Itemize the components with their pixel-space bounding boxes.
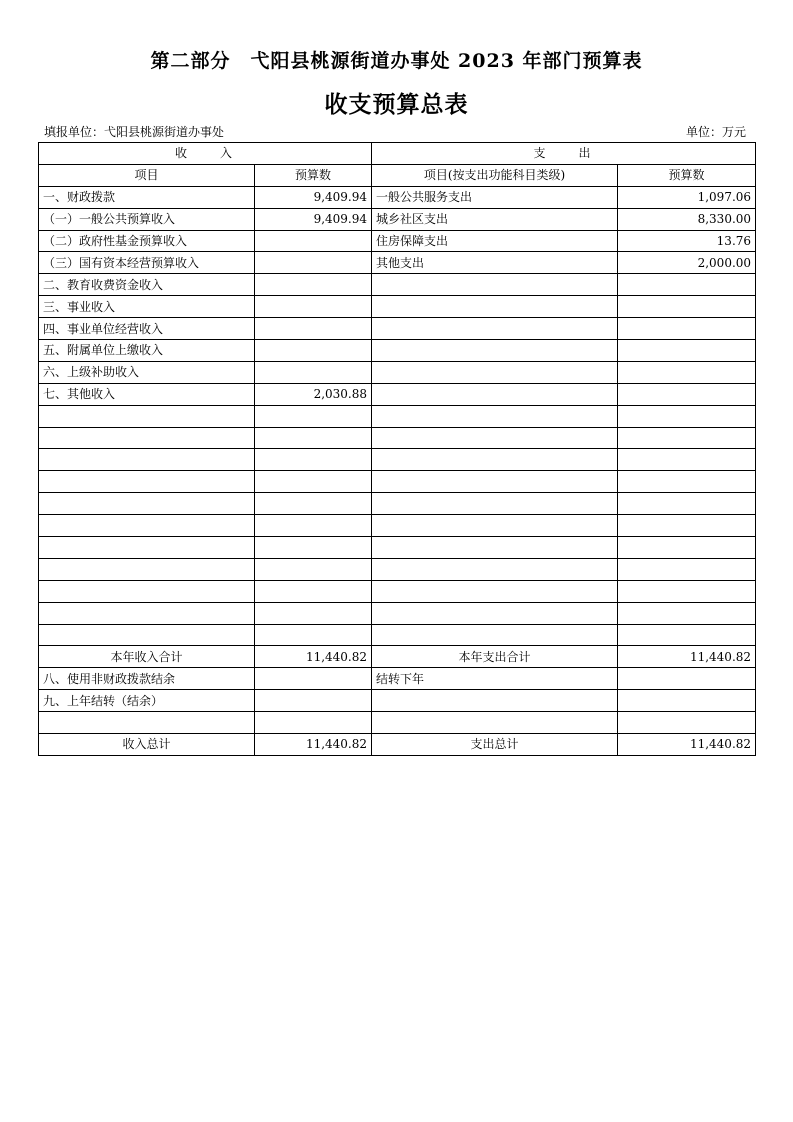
expense-amount-cell: 8,330.00	[618, 208, 756, 230]
expense-subtotal-label: 本年支出合计	[372, 646, 618, 668]
table-row	[39, 383, 756, 405]
expense-amount-cell: 13.76	[618, 230, 756, 252]
table-row	[39, 493, 756, 515]
income-item-cell: 六、上级补助收入	[39, 361, 255, 383]
income-amount-cell	[255, 252, 372, 274]
expense-amount-cell	[618, 340, 756, 362]
income-item-cell	[39, 471, 255, 493]
income-item-cell	[39, 427, 255, 449]
expense-amount-cell	[618, 427, 756, 449]
budget-table	[38, 142, 756, 756]
expense-item-cell	[372, 712, 618, 734]
income-amount-cell	[255, 580, 372, 602]
table-row	[39, 427, 756, 449]
expense-item-cell	[372, 493, 618, 515]
table-row	[39, 537, 756, 559]
income-item-cell: 九、上年结转（结余）	[39, 690, 255, 712]
income-amount-cell: 2,030.88	[255, 383, 372, 405]
table-row	[39, 274, 756, 296]
expense-amount-cell: 2,000.00	[618, 252, 756, 274]
expense-item-cell	[372, 383, 618, 405]
income-item-cell	[39, 537, 255, 559]
table-row	[39, 230, 756, 252]
page-title: 第二部分 弋阳县桃源街道办事处 2023 年部门预算表	[150, 50, 643, 72]
income-amount-cell: 9,409.94	[255, 186, 372, 208]
income-amount-cell	[255, 624, 372, 646]
income-item-cell	[39, 602, 255, 624]
income-item-cell: 五、附属单位上缴收入	[39, 340, 255, 362]
table-row	[39, 558, 756, 580]
income-amount-cell	[255, 493, 372, 515]
income-item-cell: 二、教育收费资金收入	[39, 274, 255, 296]
expense-amount-cell	[618, 274, 756, 296]
expense-item-cell	[372, 340, 618, 362]
expense-item-cell	[372, 296, 618, 318]
expense-item-cell	[372, 602, 618, 624]
expense-amount-cell	[618, 383, 756, 405]
expense-total-label: 支出总计	[372, 734, 618, 756]
expense-item-cell	[372, 427, 618, 449]
expense-item-cell	[372, 537, 618, 559]
expense-item-cell	[372, 558, 618, 580]
income-item-cell	[39, 580, 255, 602]
income-amount-cell	[255, 602, 372, 624]
income-item-cell	[39, 449, 255, 471]
income-item-cell: （二）政府性基金预算收入	[39, 230, 255, 252]
group-header-row	[39, 143, 756, 165]
expense-group-header: 支 出	[372, 143, 756, 165]
income-item-cell	[39, 493, 255, 515]
expense-amount-cell	[618, 537, 756, 559]
income-amount-cell	[255, 361, 372, 383]
table-row	[39, 405, 756, 427]
expense-item-cell: 住房保障支出	[372, 230, 618, 252]
currency-unit: 单位：万元	[685, 125, 746, 139]
expense-amount-cell	[618, 296, 756, 318]
income-item-cell: 一、财政拨款	[39, 186, 255, 208]
income-item-cell: 七、其他收入	[39, 383, 255, 405]
expense-item-cell: 其他支出	[372, 252, 618, 274]
expense-amount-cell	[618, 493, 756, 515]
income-amount-cell	[255, 405, 372, 427]
expense-amount-cell	[618, 712, 756, 734]
table-row	[39, 712, 756, 734]
table-title: 收支预算总表	[324, 91, 469, 118]
income-amount-cell	[255, 340, 372, 362]
expense-item-cell	[372, 471, 618, 493]
table-row	[39, 186, 756, 208]
table-row	[39, 252, 756, 274]
expense-total-amount: 11,440.82	[618, 734, 756, 756]
expense-amount-cell	[618, 690, 756, 712]
table-row	[39, 624, 756, 646]
table-row	[39, 449, 756, 471]
table-row	[39, 208, 756, 230]
income-amount-cell	[255, 515, 372, 537]
income-total-amount: 11,440.82	[255, 734, 372, 756]
subtotal-row	[39, 646, 756, 668]
expense-amount-cell: 1,097.06	[618, 186, 756, 208]
table-row	[39, 340, 756, 362]
expense-item-cell	[372, 318, 618, 340]
income-amount-cell	[255, 668, 372, 690]
income-amount-cell	[255, 230, 372, 252]
income-item-cell: （三）国有资本经营预算收入	[39, 252, 255, 274]
column-header-row	[39, 164, 756, 186]
expense-item-cell	[372, 405, 618, 427]
expense-item-cell	[372, 361, 618, 383]
table-row	[39, 471, 756, 493]
expense-amount-cell	[618, 624, 756, 646]
expense-amount-cell	[618, 318, 756, 340]
income-item-cell	[39, 558, 255, 580]
income-subtotal-label: 本年收入合计	[39, 646, 255, 668]
expense-item-cell	[372, 274, 618, 296]
income-group-header: 收 入	[39, 143, 372, 165]
expense-item-cell	[372, 449, 618, 471]
income-amount-header: 预算数	[255, 164, 372, 186]
expense-item-cell	[372, 515, 618, 537]
income-item-cell: 三、事业收入	[39, 296, 255, 318]
expense-amount-cell	[618, 580, 756, 602]
expense-item-cell	[372, 690, 618, 712]
income-item-header: 项目	[39, 164, 255, 186]
income-amount-cell	[255, 558, 372, 580]
expense-item-cell	[372, 580, 618, 602]
table-row	[39, 602, 756, 624]
expense-amount-cell	[618, 668, 756, 690]
income-amount-cell	[255, 537, 372, 559]
table-row	[39, 580, 756, 602]
table-row	[39, 296, 756, 318]
income-item-cell: 四、事业单位经营收入	[39, 318, 255, 340]
expense-amount-cell	[618, 471, 756, 493]
expense-amount-cell	[618, 558, 756, 580]
income-amount-cell	[255, 427, 372, 449]
expense-item-cell: 一般公共服务支出	[372, 186, 618, 208]
income-item-cell	[39, 515, 255, 537]
income-amount-cell	[255, 712, 372, 734]
expense-item-cell	[372, 624, 618, 646]
table-row	[39, 515, 756, 537]
income-total-label: 收入总计	[39, 734, 255, 756]
income-amount-cell	[255, 471, 372, 493]
income-amount-cell	[255, 690, 372, 712]
expense-subtotal-amount: 11,440.82	[618, 646, 756, 668]
expense-amount-cell	[618, 515, 756, 537]
income-item-cell	[39, 405, 255, 427]
expense-item-header: 项目(按支出功能科目类级)	[372, 164, 618, 186]
table-row	[39, 690, 756, 712]
income-item-cell: （一）一般公共预算收入	[39, 208, 255, 230]
reporting-unit: 填报单位：弋阳县桃源街道办事处	[44, 125, 225, 139]
table-row	[39, 318, 756, 340]
table-row	[39, 361, 756, 383]
income-item-cell	[39, 624, 255, 646]
expense-item-cell: 结转下年	[372, 668, 618, 690]
table-row	[39, 668, 756, 690]
expense-amount-cell	[618, 449, 756, 471]
expense-item-cell: 城乡社区支出	[372, 208, 618, 230]
income-item-cell	[39, 712, 255, 734]
income-amount-cell	[255, 449, 372, 471]
income-subtotal-amount: 11,440.82	[255, 646, 372, 668]
income-amount-cell	[255, 318, 372, 340]
expense-amount-cell	[618, 602, 756, 624]
expense-amount-cell	[618, 361, 756, 383]
income-item-cell: 八、使用非财政拨款结余	[39, 668, 255, 690]
income-amount-cell	[255, 296, 372, 318]
income-amount-cell: 9,409.94	[255, 208, 372, 230]
expense-amount-header: 预算数	[618, 164, 756, 186]
total-row	[39, 734, 756, 756]
income-amount-cell	[255, 274, 372, 296]
expense-amount-cell	[618, 405, 756, 427]
